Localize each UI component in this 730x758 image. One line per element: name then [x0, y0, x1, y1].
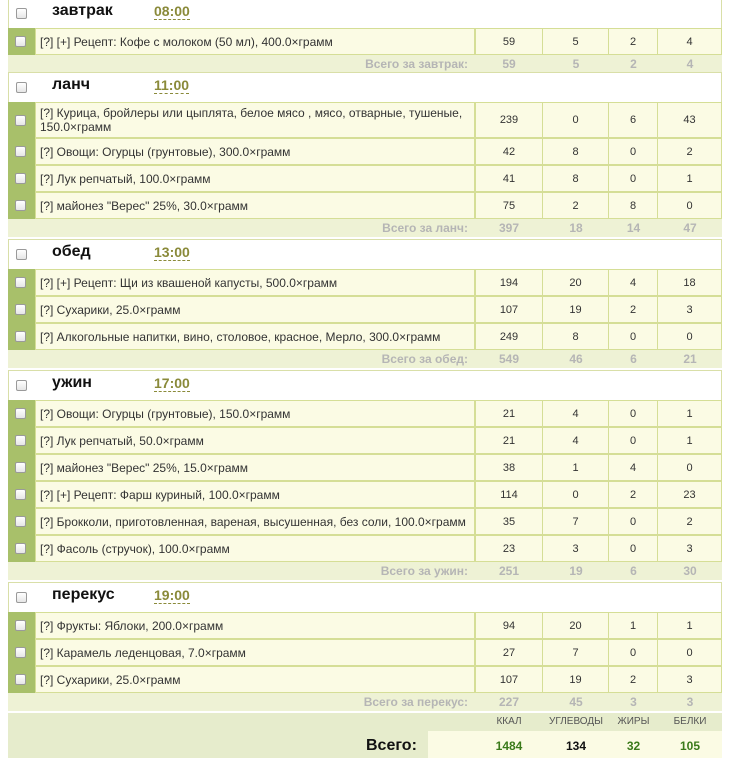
food-description[interactable]: [?] майонез "Верес" 25%, 30.0×грамм	[35, 192, 475, 219]
food-fat: 4	[609, 454, 658, 481]
meal-section	[8, 72, 722, 237]
food-carbs: 7	[543, 508, 609, 535]
food-protein: 2	[658, 138, 722, 165]
food-checkbox[interactable]	[15, 462, 26, 473]
food-carbs: 8	[543, 165, 609, 192]
food-checkbox[interactable]	[15, 115, 26, 126]
food-kcal: 38	[475, 454, 543, 481]
food-checkbox[interactable]	[15, 543, 26, 554]
legend-fat: ЖИРЫ	[617, 716, 650, 727]
food-checkbox[interactable]	[15, 277, 26, 288]
meal-total-carbs: 5	[572, 57, 580, 71]
meal-name: обед	[52, 243, 91, 260]
food-row	[8, 28, 722, 55]
meal-total-row	[8, 55, 722, 73]
food-carbs: 2	[543, 192, 609, 219]
food-checkbox[interactable]	[15, 173, 26, 184]
food-carbs: 8	[543, 323, 609, 350]
food-description[interactable]: [?] Брокколи, приготовленная, вареная, высушенная, без соли, 100.0×грамм	[35, 508, 475, 535]
meal-total-row	[8, 350, 722, 368]
legend-protein: БЕЛКИ	[673, 716, 707, 727]
meal-total-row	[8, 562, 722, 580]
food-description[interactable]: [?] Лук репчатый, 50.0×грамм	[35, 427, 475, 454]
meal-total-fat: 6	[630, 564, 637, 578]
meal-header	[8, 72, 722, 102]
food-fat: 2	[609, 296, 658, 323]
food-protein: 3	[658, 296, 722, 323]
food-checkbox[interactable]	[15, 304, 26, 315]
food-protein: 1	[658, 400, 722, 427]
food-carbs: 0	[543, 481, 609, 508]
food-checkbox[interactable]	[15, 489, 26, 500]
food-kcal: 27	[475, 639, 543, 666]
food-description[interactable]: [?] Овощи: Огурцы (грунтовые), 150.0×грамм	[35, 400, 475, 427]
food-fat: 0	[609, 165, 658, 192]
meal-total-protein: 3	[686, 695, 694, 709]
food-checkbox[interactable]	[15, 647, 26, 658]
food-row	[8, 269, 722, 296]
food-fat: 0	[609, 323, 658, 350]
meal-name: ланч	[52, 76, 91, 93]
food-protein: 0	[658, 639, 722, 666]
meal-name: ужин	[52, 374, 92, 391]
food-carbs: 4	[543, 400, 609, 427]
food-fat: 4	[609, 269, 658, 296]
food-fat: 0	[609, 639, 658, 666]
food-protein: 1	[658, 165, 722, 192]
food-kcal: 42	[475, 138, 543, 165]
meal-total-protein: 30	[683, 564, 697, 578]
grand-total	[8, 731, 722, 758]
food-protein: 43	[658, 102, 722, 138]
food-description[interactable]: [?] Сухарики, 25.0×грамм	[35, 666, 475, 693]
food-kcal: 21	[475, 400, 543, 427]
food-kcal: 21	[475, 427, 543, 454]
food-protein: 3	[658, 666, 722, 693]
food-row	[8, 296, 722, 323]
meal-total-kcal: 227	[498, 695, 520, 709]
food-checkbox[interactable]	[15, 200, 26, 211]
meal-total-protein: 4	[686, 57, 694, 71]
meal-total-protein: 47	[683, 221, 697, 235]
meal-total-label: Всего за ланч:	[382, 221, 468, 235]
food-fat: 0	[609, 508, 658, 535]
food-kcal: 94	[475, 612, 543, 639]
food-kcal: 107	[475, 296, 543, 323]
food-kcal: 194	[475, 269, 543, 296]
meal-section	[8, 239, 722, 368]
food-kcal: 23	[475, 535, 543, 562]
food-description[interactable]: [?] Фасоль (стручок), 100.0×грамм	[35, 535, 475, 562]
meal-time-link[interactable]: 11:00	[154, 77, 190, 93]
food-description[interactable]: [?] майонез "Верес" 25%, 15.0×грамм	[35, 454, 475, 481]
meal-header	[8, 582, 722, 612]
food-row	[8, 535, 722, 562]
food-protein: 0	[658, 323, 722, 350]
food-fat: 0	[609, 427, 658, 454]
meal-total-carbs: 46	[569, 352, 583, 366]
food-checkbox[interactable]	[15, 331, 26, 342]
food-checkbox[interactable]	[15, 620, 26, 631]
food-protein: 23	[658, 481, 722, 508]
food-protein: 18	[658, 269, 722, 296]
food-row	[8, 138, 722, 165]
food-protein: 1	[658, 612, 722, 639]
food-description[interactable]: [?] Сухарики, 25.0×грамм	[35, 296, 475, 323]
food-description[interactable]: [?] [+] Рецепт: Щи из квашеной капусты, 500.0×грамм	[35, 269, 475, 296]
food-carbs: 1	[543, 454, 609, 481]
food-description[interactable]: [?] Алкогольные напитки, вино, столовое, красное, Мерло, 300.0×грамм	[35, 323, 475, 350]
meal-header	[8, 370, 722, 400]
food-kcal: 114	[475, 481, 543, 508]
meal-time-link[interactable]: 17:00	[154, 375, 190, 391]
grand-kcal: 1484	[495, 739, 523, 753]
meal-header	[8, 0, 722, 28]
food-kcal: 107	[475, 666, 543, 693]
meal-section	[8, 0, 722, 73]
meal-total-protein: 21	[683, 352, 697, 366]
food-checkbox[interactable]	[15, 36, 26, 47]
meal-total-fat: 3	[630, 695, 637, 709]
meal-total-label: Всего за ужин:	[380, 564, 468, 578]
meal-total-label: Всего за обед:	[381, 352, 468, 366]
food-protein: 3	[658, 535, 722, 562]
meal-total-carbs: 18	[569, 221, 583, 235]
food-protein: 1	[658, 427, 722, 454]
food-row	[8, 427, 722, 454]
food-protein: 0	[658, 192, 722, 219]
meal-section	[8, 582, 722, 711]
meal-time-link[interactable]: 19:00	[154, 587, 190, 603]
meal-checkbox[interactable]	[16, 380, 27, 391]
food-checkbox[interactable]	[15, 516, 26, 527]
food-kcal: 35	[475, 508, 543, 535]
food-fat: 0	[609, 535, 658, 562]
column-legend	[8, 713, 722, 731]
food-kcal: 75	[475, 192, 543, 219]
meal-total-kcal: 549	[498, 352, 520, 366]
meal-total-carbs: 19	[569, 564, 583, 578]
grand-total-label: Всего:	[366, 737, 417, 754]
meal-total-row	[8, 219, 722, 237]
food-row	[8, 639, 722, 666]
food-carbs: 19	[543, 666, 609, 693]
legend-kcal: ККАЛ	[496, 716, 522, 727]
food-row	[8, 165, 722, 192]
food-row	[8, 102, 722, 138]
food-description[interactable]: [?] Курица, бройлеры или цыплята, белое мясо , мясо, отварные, тушеные, 150.0×грамм	[35, 102, 475, 138]
food-description[interactable]: [?] Лук репчатый, 100.0×грамм	[35, 165, 475, 192]
food-row	[8, 454, 722, 481]
meal-checkbox[interactable]	[16, 8, 27, 19]
meal-total-fat: 2	[630, 57, 637, 71]
meal-name: завтрак	[52, 2, 113, 19]
food-kcal: 59	[475, 28, 543, 55]
food-carbs: 3	[543, 535, 609, 562]
food-fat: 1	[609, 612, 658, 639]
food-description[interactable]: [?] [+] Рецепт: Фарш куриный, 100.0×грамм	[35, 481, 475, 508]
meal-checkbox[interactable]	[16, 592, 27, 603]
food-row	[8, 323, 722, 350]
food-fat: 2	[609, 481, 658, 508]
food-kcal: 239	[475, 102, 543, 138]
meal-total-kcal: 397	[498, 221, 520, 235]
meal-total-kcal: 251	[498, 564, 520, 578]
food-fat: 6	[609, 102, 658, 138]
meal-header	[8, 239, 722, 269]
food-carbs: 4	[543, 427, 609, 454]
food-row	[8, 481, 722, 508]
meal-name: перекус	[52, 586, 115, 603]
food-kcal: 41	[475, 165, 543, 192]
food-fat: 0	[609, 138, 658, 165]
grand-carbs: 134	[565, 739, 587, 753]
grand-protein: 105	[679, 739, 701, 753]
food-row	[8, 612, 722, 639]
food-protein: 2	[658, 508, 722, 535]
food-row	[8, 508, 722, 535]
food-checkbox[interactable]	[15, 674, 26, 685]
food-description[interactable]: [?] [+] Рецепт: Кофе с молоком (50 мл), 400.0×грамм	[35, 28, 475, 55]
food-carbs: 19	[543, 296, 609, 323]
meal-time-link[interactable]: 08:00	[154, 3, 190, 19]
food-carbs: 7	[543, 639, 609, 666]
meal-total-carbs: 45	[569, 695, 583, 709]
meal-section	[8, 370, 722, 580]
meal-checkbox[interactable]	[16, 249, 27, 260]
meal-total-fat: 6	[630, 352, 637, 366]
meal-checkbox[interactable]	[16, 82, 27, 93]
food-row	[8, 666, 722, 693]
food-carbs: 8	[543, 138, 609, 165]
food-fat: 2	[609, 666, 658, 693]
food-carbs: 0	[543, 102, 609, 138]
meal-total-fat: 14	[626, 221, 641, 235]
meal-total-row	[8, 693, 722, 711]
food-carbs: 20	[543, 269, 609, 296]
food-description[interactable]: [?] Овощи: Огурцы (грунтовые), 300.0×грамм	[35, 138, 475, 165]
food-fat: 2	[609, 28, 658, 55]
meal-total-label: Всего за перекус:	[363, 695, 468, 709]
food-checkbox[interactable]	[15, 435, 26, 446]
food-protein: 4	[658, 28, 722, 55]
food-carbs: 5	[543, 28, 609, 55]
legend-carbs: УГЛЕВОДЫ	[549, 716, 603, 727]
food-fat: 8	[609, 192, 658, 219]
meal-total-kcal: 59	[502, 57, 516, 71]
food-description[interactable]: [?] Карамель леденцовая, 7.0×грамм	[35, 639, 475, 666]
food-checkbox[interactable]	[15, 146, 26, 157]
grand-fat: 32	[626, 739, 641, 753]
food-fat: 0	[609, 400, 658, 427]
food-checkbox[interactable]	[15, 408, 26, 419]
food-protein: 0	[658, 454, 722, 481]
food-description[interactable]: [?] Фрукты: Яблоки, 200.0×грамм	[35, 612, 475, 639]
food-carbs: 20	[543, 612, 609, 639]
food-row	[8, 400, 722, 427]
food-row	[8, 192, 722, 219]
meal-total-label: Всего за завтрак:	[365, 57, 468, 71]
meal-time-link[interactable]: 13:00	[154, 244, 190, 260]
food-kcal: 249	[475, 323, 543, 350]
